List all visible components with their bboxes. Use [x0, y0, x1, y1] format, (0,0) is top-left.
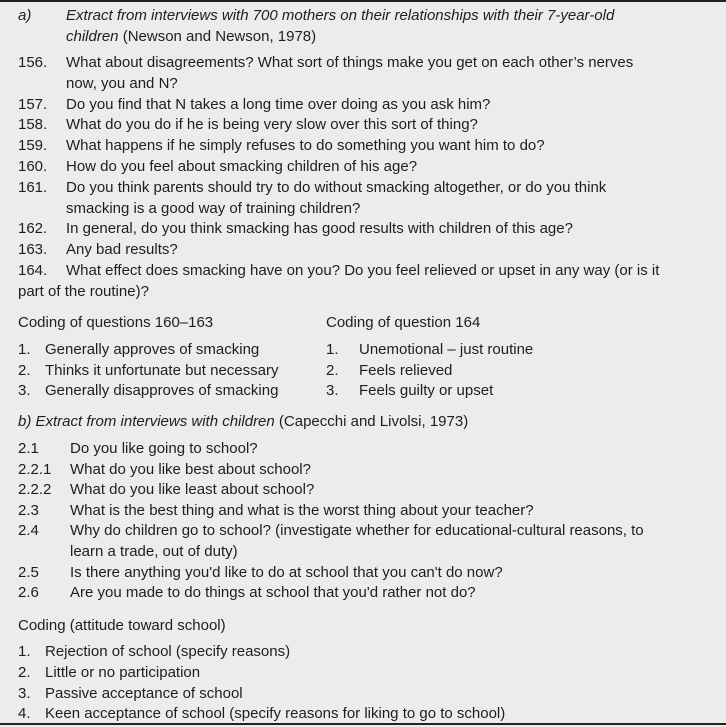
question-text: Why do children go to school? (investigate whether for educational-cultural reasons, to: [70, 522, 644, 540]
question-text: Do you find that N takes a long time over doing as you ask him?: [66, 95, 491, 113]
question-number: 157.: [18, 95, 48, 113]
coding-item-text: Feels guilty or upset: [359, 382, 494, 399]
question-number: 164.: [18, 262, 48, 279]
question-text: Do you think parents should try to do without smacking altogether, or do you think: [66, 178, 607, 196]
section-a-intro-italic: children: [66, 28, 119, 45]
question-text: Are you made to do things at school that you'd rather not do?: [70, 584, 476, 602]
question-text: What do you like best about school?: [70, 460, 311, 478]
section-a-intro-1: Extract from interviews with 700 mothers on their relationships with their 7-year-old: [66, 7, 615, 24]
section-a-label: a): [18, 7, 32, 24]
question-number: 163.: [18, 241, 48, 259]
section-a-intro-2: [66, 27, 316, 47]
question-text: How do you feel about smacking children of his age?: [66, 158, 418, 175]
question-number: 2.1: [18, 440, 39, 457]
coding-item-number: 1.: [18, 643, 31, 660]
question-number: 2.6: [18, 584, 39, 602]
section-b-citation: (Capecchi and Livolsi, 1973): [274, 413, 469, 430]
coding-item-number: 2.: [18, 361, 31, 379]
coding-item-text: Generally disapproves of smacking: [45, 382, 279, 399]
question-number: 158.: [18, 116, 48, 134]
question-text: What do you do if he is being very slow over this sort of thing?: [66, 116, 478, 134]
coding-item-number: 4.: [18, 705, 31, 723]
question-number: 2.2.1: [18, 460, 52, 478]
question-text: Any bad results?: [66, 241, 178, 259]
question-text: In general, do you think smacking has good results with children of this age?: [66, 220, 573, 238]
question-text: What about disagreements? What sort of things make you get on each other’s nerves: [66, 54, 634, 71]
coding-right-heading: Coding of question 164: [326, 314, 481, 331]
question-text: part of the routine)?: [18, 282, 149, 300]
coding-item-text: Little or no participation: [45, 663, 201, 681]
question-number: 160.: [18, 158, 48, 175]
coding-item-text: Keen acceptance of school (specify reasons for liking to go to school): [45, 705, 506, 723]
question-number: 2.3: [18, 501, 39, 519]
question-number: 159.: [18, 137, 48, 155]
question-text: now, you and N?: [66, 74, 178, 92]
coding-item-number: 2.: [18, 663, 31, 681]
section-a-citation: (Newson and Newson, 1978): [118, 28, 317, 45]
coding-item-number: 3.: [326, 382, 339, 399]
question-text: What happens if he simply refuses to do something you want him to do?: [66, 137, 545, 155]
coding-item-number: 1.: [18, 341, 31, 358]
bottom-rule: [0, 723, 726, 725]
question-text: Do you like going to school?: [70, 440, 258, 457]
question-number: 162.: [18, 220, 48, 238]
question-number: 156.: [18, 54, 48, 71]
top-rule: [0, 0, 726, 2]
question-number: 161.: [18, 178, 48, 196]
question-text: learn a trade, out of duty): [70, 543, 238, 560]
coding-item-text: Unemotional – just routine: [359, 341, 534, 358]
coding-left-heading: Coding of questions 160–163: [18, 314, 214, 331]
question-text: What do you like least about school?: [70, 481, 315, 499]
coding-item-text: Passive acceptance of school: [45, 684, 243, 702]
question-text: What is the best thing and what is the worst thing about your teacher?: [70, 501, 534, 519]
coding-item-number: 3.: [18, 382, 31, 399]
coding-item-text: Feels relieved: [359, 361, 453, 379]
coding-item-text: Thinks it unfortunate but necessary: [45, 361, 279, 379]
coding-item-text: Generally approves of smacking: [45, 341, 260, 358]
coding-item-number: 3.: [18, 684, 31, 702]
coding-school-heading: Coding (attitude toward school): [18, 617, 226, 634]
coding-item-text: Rejection of school (specify reasons): [45, 643, 291, 660]
coding-item-number: 2.: [326, 361, 339, 379]
question-text: smacking is a good way of training children?: [66, 199, 361, 217]
question-text: What effect does smacking have on you? Do you feel relieved or upset in any way (or is it: [66, 262, 660, 279]
question-number: 2.2.2: [18, 481, 52, 499]
section-b-intro-italic: b) Extract from interviews with children: [18, 413, 275, 430]
section-b-intro: [18, 412, 468, 432]
question-number: 2.5: [18, 563, 39, 581]
question-number: 2.4: [18, 522, 39, 540]
coding-item-number: 1.: [326, 341, 339, 358]
question-text: Is there anything you'd like to do at school that you can't do now?: [70, 563, 503, 581]
